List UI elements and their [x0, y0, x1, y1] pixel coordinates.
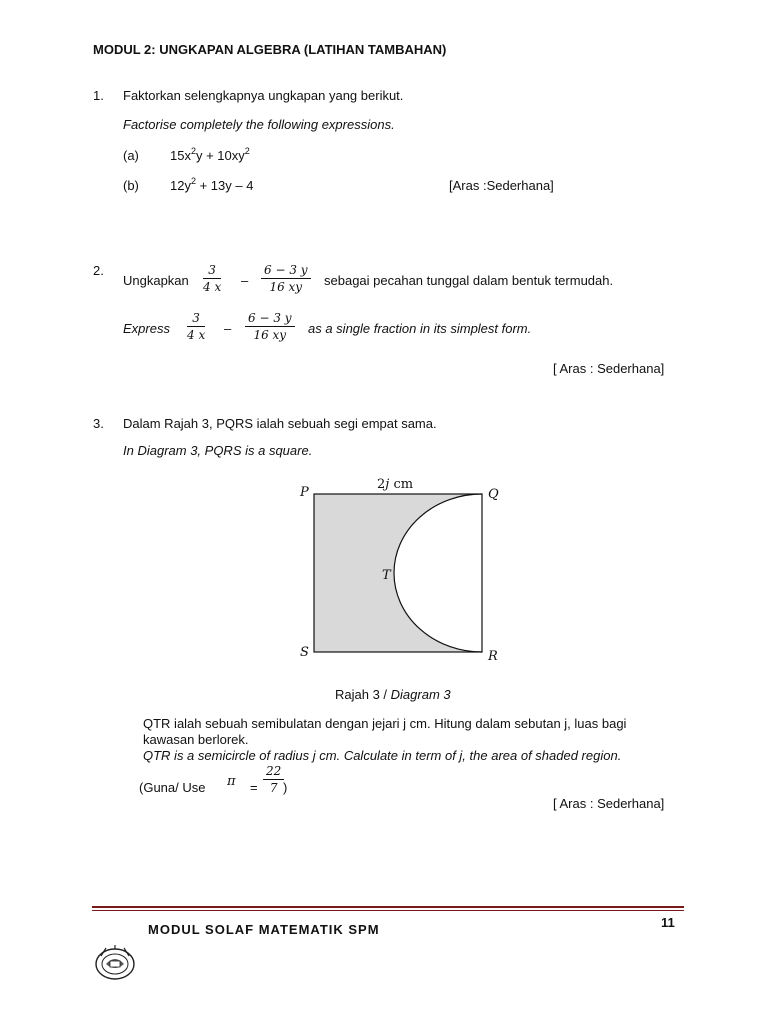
q2-ms-fraction-1: $\frac{3}{4 x}$: [203, 263, 222, 294]
q2-en-minus: –: [224, 321, 232, 336]
q1-part-b-expression: $12y^2 + 13y - 4$: [170, 175, 254, 193]
q2-number: 2.: [93, 263, 104, 278]
page-title: MODUL 2: UNGKAPAN ALGEBRA (LATIHAN TAMBAHAN): [93, 42, 447, 57]
q1-part-b-label: (b): [123, 178, 139, 193]
q1-text-ms: Faktorkan selengkapnya ungkapan yang berikut.: [123, 88, 404, 103]
q2-ms-minus: –: [241, 273, 249, 288]
q3-desc-en: QTR is a semicircle of radius j cm. Calculate in term of j, the area of shaded region.: [143, 748, 622, 763]
q2-ms-prefix: Ungkapkan: [123, 273, 189, 288]
label-s: S: [300, 645, 309, 660]
q3-text-ms: Dalam Rajah 3, PQRS ialah sebuah segi empat sama.: [123, 416, 437, 431]
diagram-caption: Rajah 3 / Diagram 3: [335, 687, 451, 702]
footer-rule-thick: [92, 906, 684, 908]
q3-number: 3.: [93, 416, 104, 431]
q3-desc-ms-line1: QTR ialah sebuah semibulatan dengan jejari j cm. Hitung dalam sebutan j, luas bagi: [143, 716, 627, 731]
equals-sign: =: [250, 780, 258, 795]
q2-ms-fraction-2: $\frac{6 - 3 y}{16 xy}$: [261, 263, 311, 294]
school-crest-icon: [92, 942, 138, 982]
q1-number: 1.: [93, 88, 104, 103]
q2-en-suffix: as a single fraction in its simplest form.: [308, 321, 532, 336]
q3-use-label: (Guna/ Use: [139, 780, 206, 795]
page-number: 11: [661, 915, 675, 930]
side-length-label: 2j cm: [377, 477, 414, 492]
q3-desc-ms-line2: kawasan berlorek.: [143, 732, 249, 747]
label-t: T: [382, 568, 391, 583]
q2-ms-suffix: sebagai pecahan tunggal dalam bentuk termudah.: [324, 273, 614, 288]
pi-fraction: $\frac{22}{7}$: [263, 764, 284, 795]
q2-level: [ Aras : Sederhana]: [553, 361, 665, 376]
q1-part-a-expression: $15x^2y + 10xy^2$: [170, 145, 250, 163]
pi-symbol: π: [227, 774, 236, 789]
q1-level: [Aras :Sederhana]: [449, 178, 554, 193]
q3-text-en: In Diagram 3, PQRS is a square.: [123, 443, 313, 458]
q2-en-prefix: Express: [123, 321, 170, 336]
footer-rule-thin: [92, 910, 684, 911]
q2-en-fraction-1: $\frac{3}{4 x}$: [187, 311, 206, 342]
q1-part-a-label: (a): [123, 148, 139, 163]
q2-en-fraction-2: $\frac{6 - 3 y}{16 xy}$: [245, 311, 295, 342]
footer-title: MODUL SOLAF MATEMATIK SPM: [148, 922, 380, 937]
closing-parenthesis: ): [283, 780, 288, 795]
label-r: R: [488, 649, 498, 664]
shaded-region: [314, 494, 482, 652]
q1-text-en: Factorise completely the following expressions.: [123, 117, 395, 132]
label-q: Q: [488, 487, 499, 502]
square-diagram: [290, 472, 510, 668]
q3-level: [ Aras : Sederhana]: [553, 796, 665, 811]
label-p: P: [300, 485, 309, 500]
